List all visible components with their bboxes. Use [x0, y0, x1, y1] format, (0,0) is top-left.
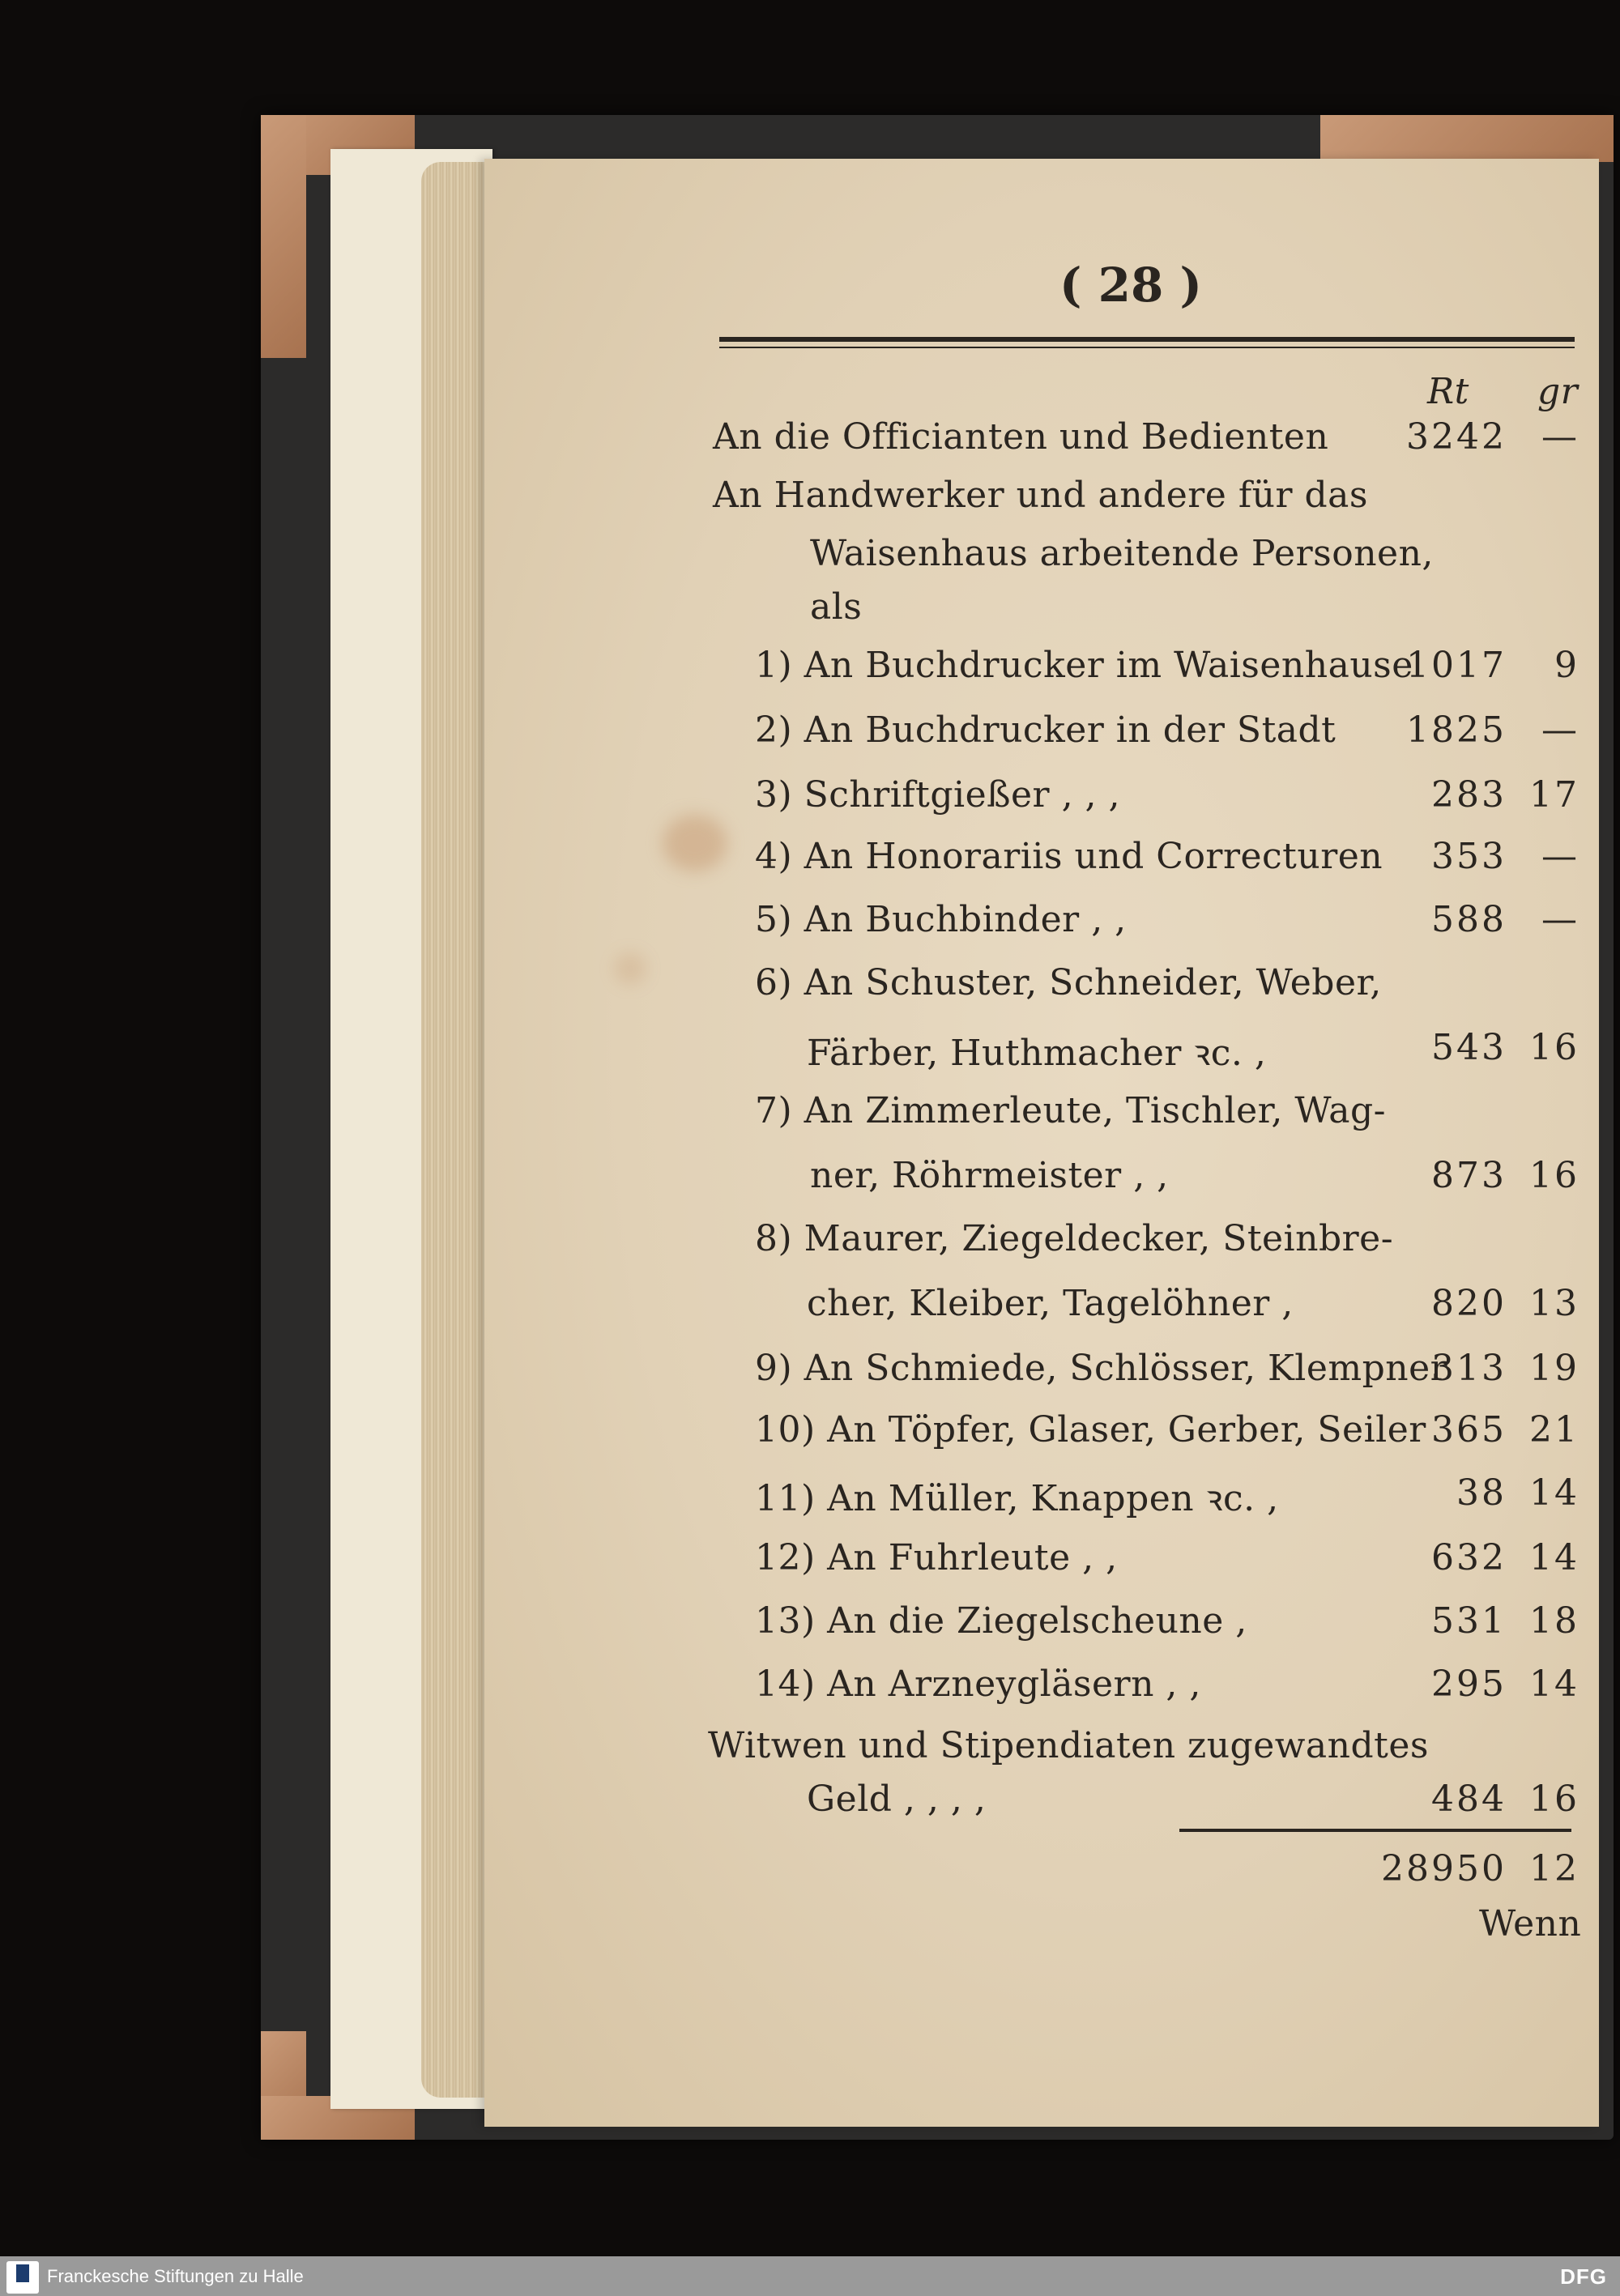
entry-rt: 3242 [1406, 416, 1507, 458]
entry-label: 4) An Honorariis und Correcturen [755, 836, 1383, 877]
entry-label: Geld , , , , [807, 1778, 987, 1820]
dfg-logo[interactable]: DFG [1560, 2264, 1607, 2289]
entry-label: Waisenhaus arbeitende Personen, [810, 533, 1434, 574]
total-rt: 28950 [1381, 1848, 1507, 1889]
entry-label: 8) Maurer, Ziegeldecker, Steinbre- [755, 1218, 1394, 1259]
entry-gr: 14 [1529, 1663, 1580, 1705]
catchword: Wenn [1479, 1903, 1582, 1945]
entry-gr: 16 [1529, 1027, 1580, 1068]
entry-label: 5) An Buchbinder , , [755, 899, 1127, 940]
entry-rt: 1017 [1406, 645, 1507, 686]
entry-label: als [810, 586, 863, 628]
total-gr: 12 [1529, 1848, 1580, 1889]
entry-label: An Handwerker und andere für das [713, 475, 1368, 516]
header-rule-thick [719, 337, 1575, 342]
entry-rt: 873 [1431, 1155, 1507, 1196]
entry-rt: 353 [1431, 836, 1507, 877]
entry-label: 7) An Zimmerleute, Tischler, Wag- [755, 1090, 1386, 1131]
entry-rt: 484 [1431, 1778, 1507, 1820]
entry-rt: 820 [1431, 1283, 1507, 1324]
entry-rt: 365 [1431, 1409, 1507, 1450]
entry-gr: 13 [1529, 1283, 1580, 1324]
entry-label: ner, Röhrmeister , , [810, 1155, 1169, 1196]
entry-rt: 38 [1456, 1472, 1507, 1514]
entry-label: 12) An Fuhrleute , , [755, 1537, 1118, 1578]
header-rule-thin [719, 347, 1575, 348]
entry-label: 2) An Buchdrucker in der Stadt [755, 709, 1336, 751]
entry-gr: — [1541, 836, 1580, 877]
entry-gr: 19 [1529, 1348, 1580, 1389]
column-header-reichsthaler: Rt [1427, 371, 1469, 412]
entry-gr: 9 [1554, 645, 1580, 686]
entry-label: Färber, Huthmacher ꝛc. , [807, 1033, 1267, 1074]
entry-rt: 588 [1431, 899, 1507, 940]
entry-gr: — [1541, 416, 1580, 458]
entry-label: cher, Kleiber, Tagelöhner , [807, 1283, 1294, 1324]
entry-rt: 543 [1431, 1027, 1507, 1068]
institution-name[interactable]: Franckesche Stiftungen zu Halle [47, 2266, 304, 2286]
entry-gr: 17 [1529, 774, 1580, 816]
page-stain [614, 952, 646, 985]
entry-label: 3) Schriftgießer , , , [755, 774, 1120, 816]
page-number: ( 28 ) [1059, 258, 1202, 313]
entry-label: 11) An Müller, Knappen ꝛc. , [755, 1478, 1279, 1519]
cover-corner-top-left-edge [261, 115, 306, 358]
entry-gr: 14 [1529, 1537, 1580, 1578]
entry-rt: 531 [1431, 1600, 1507, 1642]
entry-rt: 283 [1431, 774, 1507, 816]
entry-rt: 1825 [1406, 709, 1507, 751]
entry-label: 13) An die Ziegelscheune , [755, 1600, 1247, 1642]
entry-label: 14) An Arzneygläsern , , [755, 1663, 1201, 1705]
institution-logo-mark [16, 2264, 29, 2282]
entry-gr: — [1541, 899, 1580, 940]
entry-gr: 14 [1529, 1472, 1580, 1514]
entry-label: An die Officianten und Bedienten [713, 416, 1329, 458]
entry-label: 1) An Buchdrucker im Waisenhause [755, 645, 1413, 686]
entry-rt: 313 [1431, 1348, 1507, 1389]
entry-label: 9) An Schmiede, Schlösser, Klempner [755, 1348, 1448, 1389]
entry-label: Witwen und Stipendiaten zugewandtes [708, 1725, 1429, 1766]
column-header-groschen: gr [1537, 371, 1579, 412]
entry-gr: 18 [1529, 1600, 1580, 1642]
entry-gr: 16 [1529, 1155, 1580, 1196]
entry-rt: 632 [1431, 1537, 1507, 1578]
entry-gr: 16 [1529, 1778, 1580, 1820]
entry-gr: 21 [1529, 1409, 1580, 1450]
cover-corner-top-right [1320, 115, 1614, 162]
entry-rt: 295 [1431, 1663, 1507, 1705]
sum-rule [1179, 1829, 1571, 1832]
entry-label: 6) An Schuster, Schneider, Weber, [755, 962, 1382, 1003]
entry-gr: — [1541, 709, 1580, 751]
entry-label: 10) An Töpfer, Glaser, Gerber, Seiler [755, 1409, 1426, 1450]
page-stain [663, 815, 727, 871]
